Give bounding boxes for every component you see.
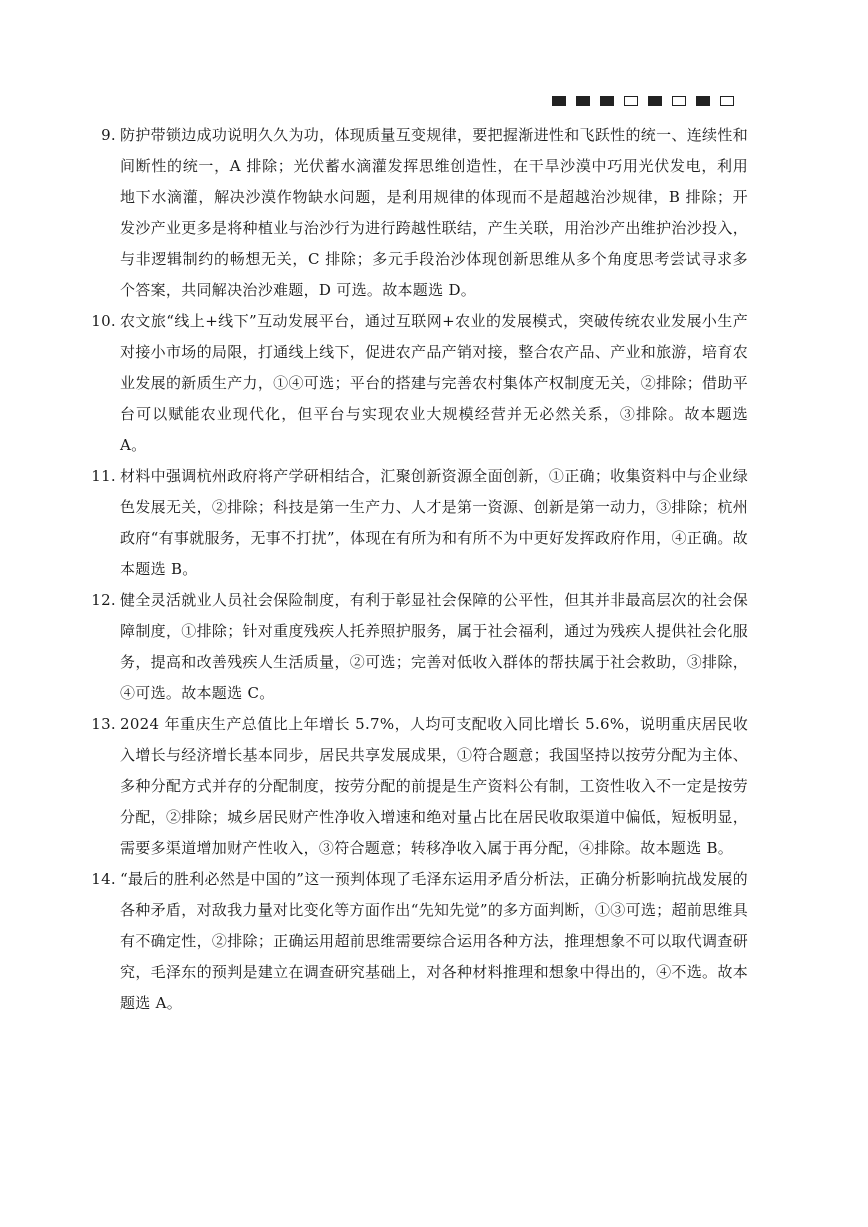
item-text: 农文旅“线上+线下”互动发展平台，通过互联网+农业的发展模式，突破传统农业发展小生产对接小市场的局限，打通线上线下，促进农产品产销对接，整合农产品、产业和旅游，培育农业发展的新质生产力，①④可选；平台的搭建与完善农村集体产权制度无关，②排除；借助平台可以赋能农业现代化，但平台与实现农业大规模经营并无必然关系，③排除。故本题选 A。 <box>120 312 748 454</box>
answer-item-9 <box>101 120 748 306</box>
header-marker <box>720 96 734 106</box>
answer-item-10 <box>91 306 748 461</box>
header-marker <box>624 96 638 106</box>
answer-explanations <box>91 120 748 1019</box>
header-marker-row <box>552 96 734 106</box>
header-marker <box>600 96 614 106</box>
item-text: 健全灵活就业人员社会保险制度，有利于彰显社会保障的公平性，但其并非最高层次的社会保障制度，①排除；针对重度残疾人托养照护服务，属于社会福利，通过为残疾人提供社会化服务，提高和改善残疾人生活质量，②可选；完善对低收入群体的帮扶属于社会救助，③排除，④可选。故本题选 C。 <box>120 591 748 702</box>
header-marker <box>648 96 662 106</box>
answer-item-14 <box>91 864 748 1019</box>
answer-item-13 <box>91 709 748 864</box>
item-number: 12. <box>91 591 116 609</box>
item-number: 13. <box>91 715 116 733</box>
header-marker <box>552 96 566 106</box>
item-text: 防护带锁边成功说明久久为功，体现质量互变规律，要把握渐进性和飞跃性的统一、连续性和间断性的统一，A 排除；光伏蓄水滴灌发挥思维创造性，在干旱沙漠中巧用光伏发电，利用地下水滴灌，解决沙漠作物缺水问题，是利用规律的体现而不是超越治沙规律，B 排除；开发沙产业更多是将种植业与治沙行为进行跨越性联结，产生关联，用治沙产出维护治沙投入，与非逻辑制约的畅想无关，C 排除；多元手段治沙体现创新思维从多个角度思考尝试寻求多个答案，共同解决治沙难题，D 可选。故本题选 D。 <box>120 126 748 299</box>
item-number: 14. <box>91 870 116 888</box>
answer-item-12 <box>91 585 748 709</box>
item-text: “最后的胜利必然是中国的”这一预判体现了毛泽东运用矛盾分析法，正确分析影响抗战发展的各种矛盾，对敌我力量对比变化等方面作出“先知先觉”的多方面判断，①③可选；超前思维具有不确定性，②排除；正确运用超前思维需要综合运用各种方法，推理想象不可以取代调查研究，毛泽东的预判是建立在调查研究基础上，对各种材料推理和想象中得出的，④不选。故本题选 A。 <box>120 870 748 1012</box>
item-text: 材料中强调杭州政府将产学研相结合，汇聚创新资源全面创新，①正确；收集资料中与企业绿色发展无关，②排除；科技是第一生产力、人才是第一资源、创新是第一动力，③排除；杭州政府“有事就服务，无事不打扰”，体现在有所为和有所不为中更好发挥政府作用，④正确。故本题选 B。 <box>120 467 748 578</box>
header-marker <box>696 96 710 106</box>
answer-item-11 <box>91 461 748 585</box>
item-number: 9. <box>101 126 116 144</box>
item-text: 2024 年重庆生产总值比上年增长 5.7%，人均可支配收入同比增长 5.6%，说明重庆居民收入增长与经济增长基本同步，居民共享发展成果，①符合题意；我国坚持以按劳分配为主体、多种分配方式并存的分配制度，按劳分配的前提是生产资料公有制，工资性收入不一定是按劳分配，②排除；城乡居民财产性净收入增速和绝对量占比在居民收取渠道中偏低，短板明显，需要多渠道增加财产性收入，③符合题意；转移净收入属于再分配，④排除。故本题选 B。 <box>120 715 748 857</box>
header-marker <box>672 96 686 106</box>
header-marker <box>576 96 590 106</box>
item-number: 10. <box>91 312 116 330</box>
item-number: 11. <box>91 467 116 485</box>
